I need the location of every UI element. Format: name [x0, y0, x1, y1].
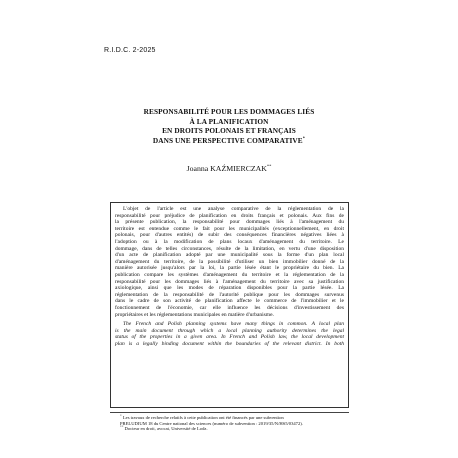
footnote-mark: *: [120, 413, 122, 418]
abstract-line: dans le cadre de son activité de planification affecte le commerce de l'immobilier et le: [115, 298, 344, 305]
abstract-line: responsabilité pour préjudice de planification en droits français et polonais. Aux fins de: [115, 212, 344, 219]
footnote-line: PRELUDIUM 18 du Centre national des sciences (numéro de subvention : 2019/35/N/HS5/03472).: [120, 420, 303, 426]
title-footnote-mark: *: [302, 135, 306, 141]
abstract-line: publication compare les systèmes d'aménagement du territoire et la réglementation de la: [115, 271, 344, 278]
abstract-line: axiologique, ainsi que les modes de réparation disponibles pour la partie lésée. La: [115, 285, 344, 292]
abstract-line: d'un acte de planification adopté par une municipalité sous la forme d'un plan local: [115, 252, 344, 259]
footnotes: [110, 412, 349, 432]
journal-reference: R.I.D.C. 2-2025: [104, 47, 156, 54]
title-line: [110, 136, 348, 146]
abstract-line: plan is a legally binding document within the boundaries of the relevant district. In both: [115, 340, 344, 347]
footnote-line: [110, 426, 349, 432]
abstract-line: l'adoption ou à la modification de plans locaux d'aménagement du territoire. Le: [115, 238, 344, 245]
abstract-box: [110, 202, 349, 408]
abstract-line: L'objet de l'article est une analyse comparative de la réglementation de la: [123, 206, 344, 212]
abstract-french: [115, 206, 344, 318]
footnote-text: Les travaux de recherche relatifs à cette publication ont été financés par une subvention: [122, 415, 284, 420]
author-line: [110, 164, 348, 173]
abstract-line: manière autorisée jusqu'alors par la loi, la partie lésée étant le propriétaire du bien. La: [115, 265, 344, 272]
footnote-mark: **: [120, 424, 124, 429]
abstract-line: responsabilité pour les dommages liés à l'aménagement du territoire avec sa justification: [115, 278, 344, 285]
abstract-line: is the main document through which a local planning authority determines the legal: [115, 327, 344, 334]
title-line-text: DANS UNE PERSPECTIVE COMPARATIVE: [152, 135, 303, 145]
abstract-line: la présente publication, la responsabilité pour dommages liés à l'aménagement du: [115, 219, 344, 226]
abstract-line: The French and Polish planning systems have many things in common. A local plan: [123, 321, 344, 328]
abstract-line: status of the properties in a given area. In French and Polish law, the local development: [115, 334, 344, 341]
article-title: [110, 107, 348, 145]
abstract-line: d'aménagement du territoire, de la possibilité d'utiliser un bien immobilier donné de la: [115, 258, 344, 265]
title-line: À LA PLANIFICATION: [189, 116, 269, 126]
abstract-line: fonctionnement de l'économie, car elle influence les décisions d'investissement des: [115, 304, 344, 311]
author-footnote-mark: **: [266, 163, 272, 169]
abstract-english: [115, 321, 344, 347]
abstract-line: polonais, pour d'autres entités) de subir des conséquences financières négatives liées à: [115, 232, 344, 239]
abstract-line: propriétaires et les réglementations municipales en matière d'urbanisme.: [115, 311, 274, 318]
title-line: EN DROITS POLONAIS ET FRANÇAIS: [162, 126, 296, 136]
abstract-line: dommage, dans de telles circonstances, résulte de la limitation, en vertu d'une disposition: [115, 245, 344, 252]
abstract-line: territoire est entendue comme le fait pour les municipalités (exceptionnellement, en droit: [115, 225, 344, 232]
title-line: RESPONSABILITÉ POUR LES DOMMAGES LIÉS: [143, 107, 315, 116]
author-name: Joanna KAŹMIERCZAK: [186, 164, 267, 173]
abstract-line: réglementation de la responsabilité de l'autorité publique pour les dommages survenus: [115, 291, 344, 298]
footnote-text: Docteur en droit, avocat, Université de Lodz.: [124, 426, 208, 432]
